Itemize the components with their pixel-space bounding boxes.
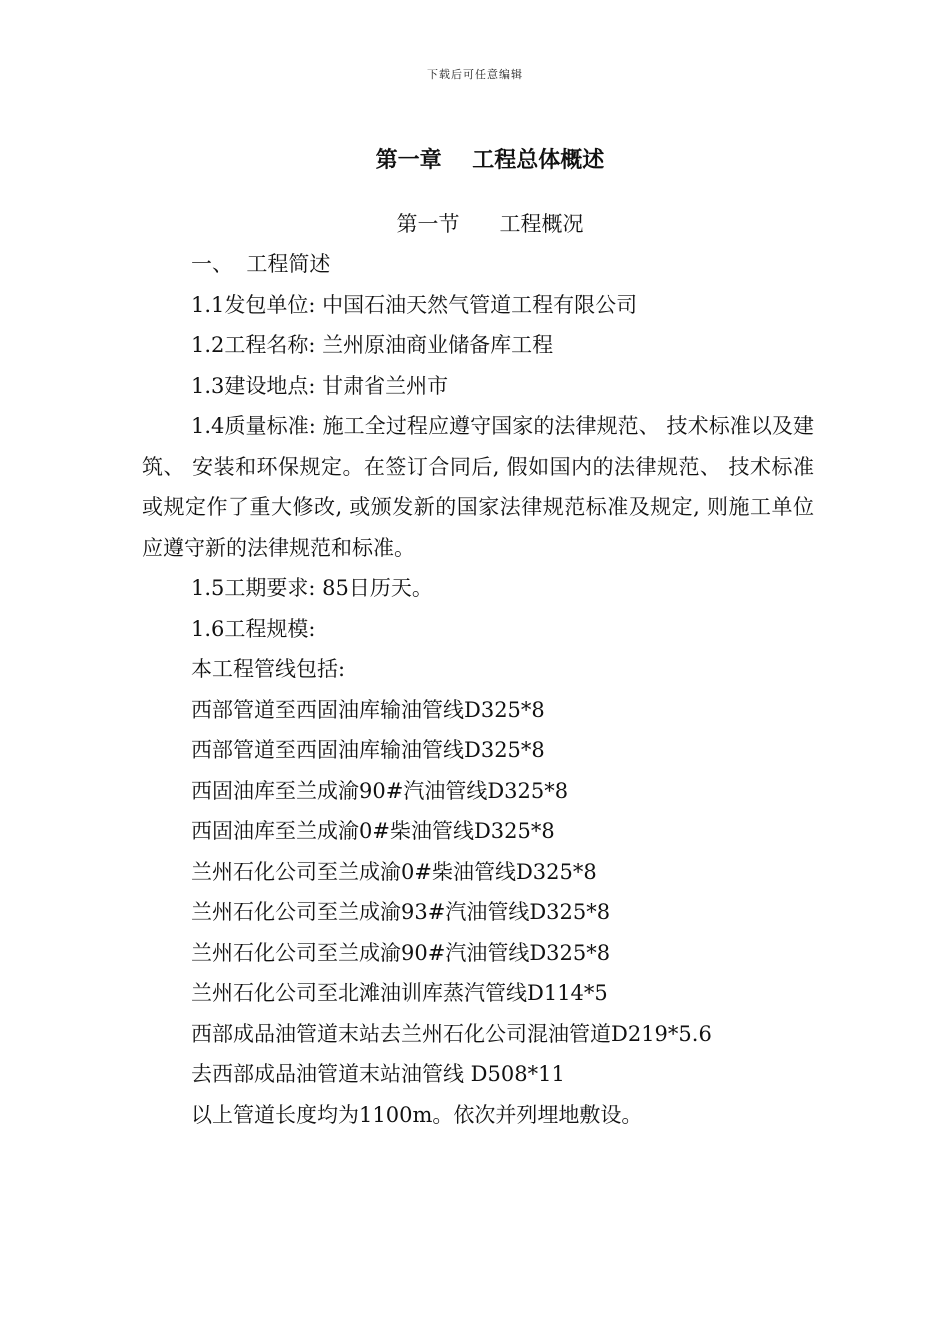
chapter-title: 第一章 工程总体概述 <box>375 148 605 173</box>
list-item: 去西部成品油管道末站油管线 D508*11 <box>191 1062 565 1086</box>
list-item: 兰州石化公司至北滩油训库蒸汽管线D114*5 <box>191 981 608 1005</box>
heading-project-summary: 一、 工程简述 <box>191 252 331 276</box>
list-item: 西部管道至西固油库输油管线D325*8 <box>191 697 545 722</box>
list-item: 兰州石化公司至兰成渝93#汽油管线D325*8 <box>191 900 611 924</box>
list-item: 兰州石化公司至兰成渝90#汽油管线D325*8 <box>191 940 611 965</box>
item-location: 1.3建设地点: 甘肃省兰州市 <box>191 373 449 398</box>
section-title: 第一节 工程概况 <box>396 212 584 236</box>
list-item: 西固油库至兰成渝0#柴油管线D325*8 <box>191 819 555 843</box>
item-contractor: 1.1发包单位: 中国石油天然气管道工程有限公司 <box>191 292 638 317</box>
body-text <box>142 244 814 1135</box>
list-item: 兰州石化公司至兰成渝0#柴油管线D325*8 <box>191 859 597 884</box>
item-project-name: 1.2工程名称: 兰州原油商业储备库工程 <box>191 333 554 357</box>
list-item: 西固油库至兰成渝90#汽油管线D325*8 <box>191 778 569 803</box>
closing-note: 以上管道长度均为1100m。依次并列埋地敷设。 <box>191 1102 643 1127</box>
item-scale: 1.6工程规模: <box>191 616 316 641</box>
list-item: 西部成品油管道末站去兰州石化公司混油管道D219*5.6 <box>191 1021 712 1046</box>
header-note: 下载后可任意编辑 <box>427 68 523 81</box>
pipelines-intro: 本工程管线包括: <box>191 657 346 681</box>
paragraph-quality-standard: 1.4质量标准: 施工全过程应遵守国家的法律规范、 技术标准以及建筑、 安装和环保规定。在签订合同后, 假如国内的法律规范、 技术标准或规定作了重大修改, 或颁发新的国家法律规范标准及规定, 则施工单位应遵守新的法律规范和标准。 <box>142 414 814 560</box>
item-schedule: 1.5工期要求: 85日历天。 <box>191 576 433 600</box>
list-item: 西部管道至西固油库输油管线D325*8 <box>191 738 545 762</box>
